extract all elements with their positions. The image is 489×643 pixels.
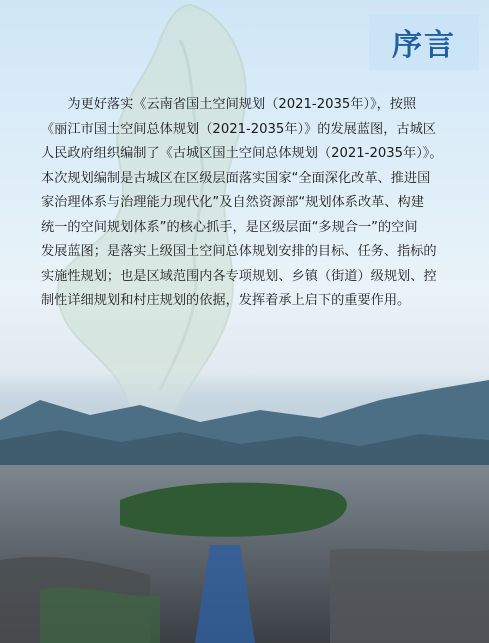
preface-line: 统一的空间规划体系”的核心抓手，是区级层面“多规合一”的空间 — [41, 219, 418, 235]
preface-line: 家治理体系与治理能力现代化”及自然资源部“规划体系改革、构建 — [41, 195, 424, 210]
preface-line: 实施性规划；也是区域范围内各专项规划、乡镇（街道）级规划、控 — [41, 268, 437, 284]
preface-line: 发展蓝图；是落实上级国土空间总体规划安排的目标、任务、指标的 — [41, 244, 437, 259]
preface-line: 本次规划编制是古城区在区级层面落实国家“全面深化改革、推进国 — [41, 170, 431, 186]
preface-line: 制性详细规划和村庄规划的依据，发挥着承上启下的重要作用。 — [41, 293, 411, 308]
old-town-landscape-photo — [0, 360, 489, 643]
preface-line: 为更好落实《云南省国土空间规划（2021-2035年）》，按照 — [41, 97, 417, 112]
preface-paragraph — [41, 93, 461, 314]
section-title: 序言 — [392, 28, 456, 63]
preface-line: 人民政府组织编制了《古城区国土空间总体规划（2021-2035年）》。 — [41, 146, 443, 161]
preface-line: 《丽江市国土空间总体规划（2021-2035年）》的发展蓝图，古城区 — [41, 121, 436, 137]
section-title-box — [369, 14, 479, 70]
